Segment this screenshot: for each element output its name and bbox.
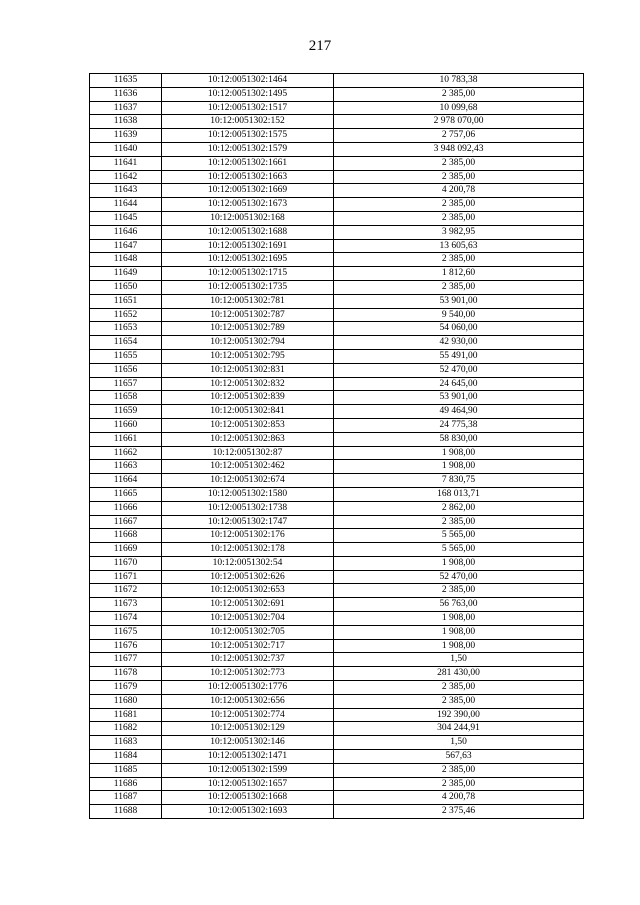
table-row	[90, 543, 584, 557]
cadastral-value-cell: 2 385,00	[334, 211, 584, 225]
cadastral-number-cell: 10:12:0051302:674	[162, 474, 334, 488]
cadastral-value-cell: 2 385,00	[334, 253, 584, 267]
row-number-cell: 11658	[90, 391, 162, 405]
row-number-cell: 11671	[90, 570, 162, 584]
table-row	[90, 708, 584, 722]
row-number-cell: 11641	[90, 156, 162, 170]
table-row	[90, 460, 584, 474]
cadastral-value-cell: 3 948 092,43	[334, 142, 584, 156]
cadastral-value-cell: 2 385,00	[334, 170, 584, 184]
cadastral-value-cell: 54 060,00	[334, 322, 584, 336]
cadastral-number-cell: 10:12:0051302:1575	[162, 129, 334, 143]
cadastral-value-cell: 52 470,00	[334, 363, 584, 377]
cadastral-value-cell: 1 908,00	[334, 460, 584, 474]
table-row	[90, 722, 584, 736]
table-row	[90, 294, 584, 308]
row-number-cell: 11656	[90, 363, 162, 377]
row-number-cell: 11676	[90, 639, 162, 653]
cadastral-number-cell: 10:12:0051302:462	[162, 460, 334, 474]
row-number-cell: 11639	[90, 129, 162, 143]
cadastral-number-cell: 10:12:0051302:773	[162, 667, 334, 681]
table-row	[90, 184, 584, 198]
table-row	[90, 363, 584, 377]
row-number-cell: 11683	[90, 736, 162, 750]
table-row	[90, 515, 584, 529]
row-number-cell: 11678	[90, 667, 162, 681]
row-number-cell: 11644	[90, 198, 162, 212]
cadastral-number-cell: 10:12:0051302:1579	[162, 142, 334, 156]
page-number: 217	[308, 38, 332, 54]
cadastral-number-cell: 10:12:0051302:1495	[162, 87, 334, 101]
table-row	[90, 529, 584, 543]
table-row	[90, 211, 584, 225]
table-row	[90, 446, 584, 460]
cadastral-value-cell: 1 908,00	[334, 556, 584, 570]
cadastral-value-cell: 58 830,00	[334, 432, 584, 446]
cadastral-number-cell: 10:12:0051302:1747	[162, 515, 334, 529]
row-number-cell: 11649	[90, 267, 162, 281]
cadastral-number-cell: 10:12:0051302:1776	[162, 681, 334, 695]
row-number-cell: 11687	[90, 791, 162, 805]
cadastral-number-cell: 10:12:0051302:717	[162, 639, 334, 653]
cadastral-number-cell: 10:12:0051302:705	[162, 625, 334, 639]
cadastral-value-cell: 2 385,00	[334, 694, 584, 708]
table-row	[90, 101, 584, 115]
cadastral-number-cell: 10:12:0051302:1668	[162, 791, 334, 805]
cadastral-value-cell: 168 013,71	[334, 487, 584, 501]
cadastral-number-cell: 10:12:0051302:1735	[162, 280, 334, 294]
row-number-cell: 11655	[90, 349, 162, 363]
cadastral-value-cell: 53 901,00	[334, 294, 584, 308]
row-number-cell: 11653	[90, 322, 162, 336]
row-number-cell: 11661	[90, 432, 162, 446]
row-number-cell: 11664	[90, 474, 162, 488]
table-row	[90, 225, 584, 239]
row-number-cell: 11672	[90, 584, 162, 598]
cadastral-number-cell: 10:12:0051302:774	[162, 708, 334, 722]
cadastral-number-cell: 10:12:0051302:1580	[162, 487, 334, 501]
cadastral-value-cell: 2 385,00	[334, 156, 584, 170]
cadastral-value-cell: 9 540,00	[334, 308, 584, 322]
cadastral-number-cell: 10:12:0051302:1661	[162, 156, 334, 170]
table-row	[90, 612, 584, 626]
table-row	[90, 322, 584, 336]
row-number-cell: 11652	[90, 308, 162, 322]
cadastral-number-cell: 10:12:0051302:152	[162, 115, 334, 129]
row-number-cell: 11680	[90, 694, 162, 708]
row-number-cell: 11660	[90, 418, 162, 432]
row-number-cell: 11673	[90, 598, 162, 612]
table-row	[90, 405, 584, 419]
table-body	[90, 74, 584, 819]
table-row	[90, 267, 584, 281]
table-row	[90, 129, 584, 143]
cadastral-number-cell: 10:12:0051302:1693	[162, 805, 334, 819]
row-number-cell: 11682	[90, 722, 162, 736]
cadastral-number-cell: 10:12:0051302:787	[162, 308, 334, 322]
row-number-cell: 11635	[90, 74, 162, 88]
row-number-cell: 11666	[90, 501, 162, 515]
cadastral-number-cell: 10:12:0051302:1663	[162, 170, 334, 184]
row-number-cell: 11637	[90, 101, 162, 115]
row-number-cell: 11674	[90, 612, 162, 626]
cadastral-number-cell: 10:12:0051302:1673	[162, 198, 334, 212]
row-number-cell: 11668	[90, 529, 162, 543]
cadastral-number-cell: 10:12:0051302:178	[162, 543, 334, 557]
cadastral-value-cell: 24 645,00	[334, 377, 584, 391]
table-row	[90, 280, 584, 294]
cadastral-number-cell: 10:12:0051302:653	[162, 584, 334, 598]
row-number-cell: 11645	[90, 211, 162, 225]
table-row	[90, 253, 584, 267]
cadastral-value-cell: 1 908,00	[334, 639, 584, 653]
cadastral-value-cell: 10 099,68	[334, 101, 584, 115]
cadastral-number-cell: 10:12:0051302:691	[162, 598, 334, 612]
cadastral-value-cell: 2 978 070,00	[334, 115, 584, 129]
row-number-cell: 11650	[90, 280, 162, 294]
cadastral-number-cell: 10:12:0051302:839	[162, 391, 334, 405]
cadastral-value-cell: 2 862,00	[334, 501, 584, 515]
cadastral-value-cell: 5 565,00	[334, 543, 584, 557]
row-number-cell: 11657	[90, 377, 162, 391]
table-row	[90, 336, 584, 350]
row-number-cell: 11677	[90, 653, 162, 667]
row-number-cell: 11648	[90, 253, 162, 267]
cadastral-number-cell: 10:12:0051302:54	[162, 556, 334, 570]
cadastral-number-cell: 10:12:0051302:781	[162, 294, 334, 308]
cadastral-value-table	[89, 73, 584, 819]
cadastral-number-cell: 10:12:0051302:1695	[162, 253, 334, 267]
cadastral-number-cell: 10:12:0051302:168	[162, 211, 334, 225]
cadastral-value-cell: 4 200,78	[334, 791, 584, 805]
row-number-cell: 11679	[90, 681, 162, 695]
cadastral-value-cell: 2 385,00	[334, 87, 584, 101]
cadastral-value-cell: 1 908,00	[334, 625, 584, 639]
table-row	[90, 501, 584, 515]
row-number-cell: 11665	[90, 487, 162, 501]
cadastral-value-cell: 304 244,91	[334, 722, 584, 736]
cadastral-value-cell: 2 375,46	[334, 805, 584, 819]
table-row	[90, 777, 584, 791]
cadastral-number-cell: 10:12:0051302:1688	[162, 225, 334, 239]
table-row	[90, 349, 584, 363]
row-number-cell: 11646	[90, 225, 162, 239]
table-row	[90, 418, 584, 432]
cadastral-number-cell: 10:12:0051302:656	[162, 694, 334, 708]
row-number-cell: 11647	[90, 239, 162, 253]
cadastral-value-cell: 5 565,00	[334, 529, 584, 543]
cadastral-number-cell: 10:12:0051302:1669	[162, 184, 334, 198]
cadastral-value-cell: 1 908,00	[334, 446, 584, 460]
row-number-cell: 11670	[90, 556, 162, 570]
cadastral-number-cell: 10:12:0051302:1517	[162, 101, 334, 115]
table-row	[90, 87, 584, 101]
cadastral-number-cell: 10:12:0051302:1599	[162, 763, 334, 777]
table-row	[90, 115, 584, 129]
cadastral-number-cell: 10:12:0051302:176	[162, 529, 334, 543]
table-row	[90, 805, 584, 819]
cadastral-number-cell: 10:12:0051302:1471	[162, 750, 334, 764]
cadastral-value-cell: 13 605,63	[334, 239, 584, 253]
cadastral-number-cell: 10:12:0051302:737	[162, 653, 334, 667]
cadastral-number-cell: 10:12:0051302:789	[162, 322, 334, 336]
cadastral-value-cell: 3 982,95	[334, 225, 584, 239]
table-row	[90, 791, 584, 805]
table-row	[90, 598, 584, 612]
row-number-cell: 11651	[90, 294, 162, 308]
cadastral-value-cell: 2 385,00	[334, 681, 584, 695]
cadastral-number-cell: 10:12:0051302:831	[162, 363, 334, 377]
cadastral-value-cell: 2 385,00	[334, 763, 584, 777]
cadastral-value-cell: 10 783,38	[334, 74, 584, 88]
cadastral-number-cell: 10:12:0051302:626	[162, 570, 334, 584]
table-row	[90, 570, 584, 584]
table-row	[90, 474, 584, 488]
cadastral-number-cell: 10:12:0051302:129	[162, 722, 334, 736]
table-row	[90, 239, 584, 253]
table-row	[90, 198, 584, 212]
cadastral-value-cell: 192 390,00	[334, 708, 584, 722]
row-number-cell: 11681	[90, 708, 162, 722]
cadastral-value-cell: 42 930,00	[334, 336, 584, 350]
table-row	[90, 694, 584, 708]
cadastral-value-cell: 1 812,60	[334, 267, 584, 281]
cadastral-number-cell: 10:12:0051302:853	[162, 418, 334, 432]
cadastral-number-cell: 10:12:0051302:1657	[162, 777, 334, 791]
table-row	[90, 763, 584, 777]
cadastral-value-cell: 2 385,00	[334, 280, 584, 294]
table-row	[90, 625, 584, 639]
row-number-cell: 11667	[90, 515, 162, 529]
cadastral-value-cell: 53 901,00	[334, 391, 584, 405]
cadastral-number-cell: 10:12:0051302:87	[162, 446, 334, 460]
cadastral-number-cell: 10:12:0051302:146	[162, 736, 334, 750]
row-number-cell: 11686	[90, 777, 162, 791]
row-number-cell: 11669	[90, 543, 162, 557]
table-row	[90, 667, 584, 681]
cadastral-value-cell: 56 763,00	[334, 598, 584, 612]
cadastral-value-cell: 1,50	[334, 736, 584, 750]
cadastral-value-cell: 4 200,78	[334, 184, 584, 198]
row-number-cell: 11663	[90, 460, 162, 474]
cadastral-value-cell: 281 430,00	[334, 667, 584, 681]
cadastral-value-cell: 2 385,00	[334, 584, 584, 598]
row-number-cell: 11685	[90, 763, 162, 777]
row-number-cell: 11642	[90, 170, 162, 184]
table-row	[90, 556, 584, 570]
row-number-cell: 11654	[90, 336, 162, 350]
table-row	[90, 681, 584, 695]
table-row	[90, 391, 584, 405]
cadastral-number-cell: 10:12:0051302:1738	[162, 501, 334, 515]
cadastral-number-cell: 10:12:0051302:1691	[162, 239, 334, 253]
cadastral-value-cell: 2 757,06	[334, 129, 584, 143]
table-row	[90, 736, 584, 750]
row-number-cell: 11659	[90, 405, 162, 419]
table-row	[90, 170, 584, 184]
table-row	[90, 308, 584, 322]
table-row	[90, 653, 584, 667]
cadastral-value-cell: 1,50	[334, 653, 584, 667]
cadastral-number-cell: 10:12:0051302:704	[162, 612, 334, 626]
table-row	[90, 487, 584, 501]
table-row	[90, 156, 584, 170]
row-number-cell: 11684	[90, 750, 162, 764]
cadastral-value-cell: 2 385,00	[334, 198, 584, 212]
table-row	[90, 432, 584, 446]
cadastral-number-cell: 10:12:0051302:1715	[162, 267, 334, 281]
cadastral-value-cell: 567,63	[334, 750, 584, 764]
table-row	[90, 142, 584, 156]
cadastral-value-cell: 1 908,00	[334, 612, 584, 626]
cadastral-number-cell: 10:12:0051302:841	[162, 405, 334, 419]
table-row	[90, 377, 584, 391]
row-number-cell: 11643	[90, 184, 162, 198]
row-number-cell: 11688	[90, 805, 162, 819]
cadastral-number-cell: 10:12:0051302:863	[162, 432, 334, 446]
row-number-cell: 11638	[90, 115, 162, 129]
table-row	[90, 584, 584, 598]
cadastral-number-cell: 10:12:0051302:1464	[162, 74, 334, 88]
cadastral-value-cell: 49 464,90	[334, 405, 584, 419]
cadastral-value-cell: 7 830,75	[334, 474, 584, 488]
table-row	[90, 74, 584, 88]
cadastral-value-cell: 2 385,00	[334, 777, 584, 791]
cadastral-value-cell: 2 385,00	[334, 515, 584, 529]
cadastral-number-cell: 10:12:0051302:795	[162, 349, 334, 363]
cadastral-value-cell: 55 491,00	[334, 349, 584, 363]
row-number-cell: 11675	[90, 625, 162, 639]
cadastral-number-cell: 10:12:0051302:794	[162, 336, 334, 350]
row-number-cell: 11636	[90, 87, 162, 101]
cadastral-value-cell: 24 775,38	[334, 418, 584, 432]
table-row	[90, 750, 584, 764]
cadastral-value-cell: 52 470,00	[334, 570, 584, 584]
table-row	[90, 639, 584, 653]
row-number-cell: 11640	[90, 142, 162, 156]
cadastral-number-cell: 10:12:0051302:832	[162, 377, 334, 391]
row-number-cell: 11662	[90, 446, 162, 460]
